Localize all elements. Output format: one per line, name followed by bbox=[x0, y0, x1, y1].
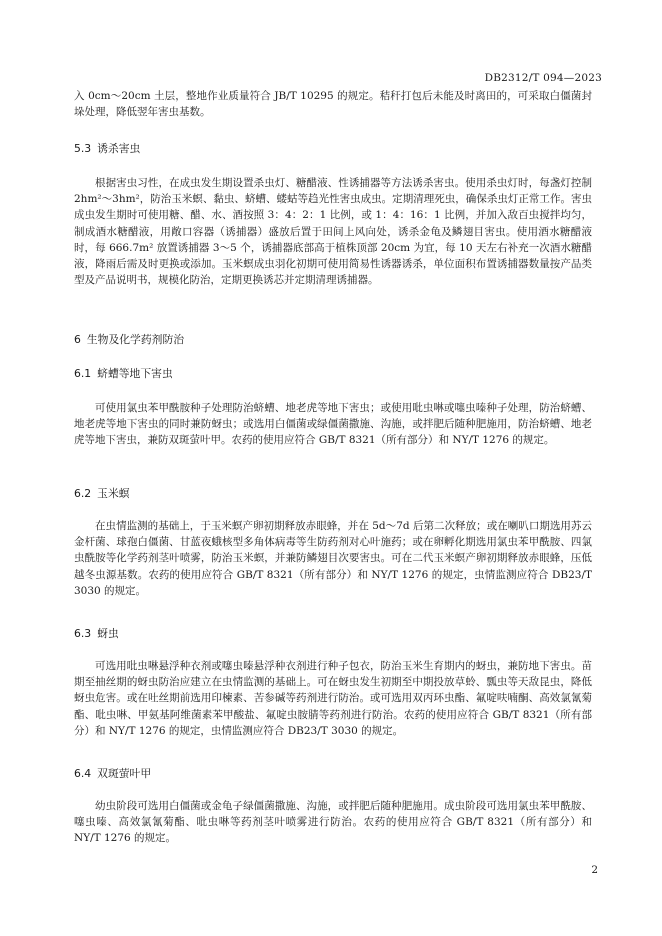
section-number: 6.3 bbox=[74, 627, 92, 640]
section-number: 6.2 bbox=[74, 487, 92, 500]
section-number: 6.4 bbox=[74, 767, 92, 780]
paragraph-6-2: 在虫情监测的基础上，于玉米螟产卵初期释放赤眼蜂，并在 5d～7d 后第二次释放；或在喇叭口期选用苏云金杆菌、球孢白僵菌、甘蓝夜蛾核型多角体病毒等生防药剂对心叶施药；或在卵孵化期选用氯虫苯甲酰胺、四氯虫酰胺等化学药剂茎叶喷雾，防治玉米螟，并兼防鳞翅目次要害虫。可在二代玉米螟产卵初期释放赤眼蜂，压低越冬虫源基数。农药的使用应符合 GB/T 8321（所有部分）和 NY/T 1276 的规定，虫情监测应符合 DB23/T 3030 的规定。 bbox=[74, 520, 592, 597]
section-title: 玉米螟 bbox=[97, 487, 130, 500]
section-heading-6 bbox=[74, 332, 184, 347]
section-title: 生物及化学药剂防治 bbox=[86, 333, 185, 346]
document-code-header: DB2312/T 094—2023 bbox=[484, 72, 602, 84]
paragraph-6-1: 可使用氯虫苯甲酰胺种子处理防治蛴螬、地老虎等地下害虫；或使用吡虫啉或噻虫嗪种子处理，防治蛴螬、地老虎等地下害虫的同时兼防蚜虫；或选用白僵菌或绿僵菌撒施、沟施，或拌肥后随种肥施用，防治蛴螬、地老虎等地下害虫，兼防双斑萤叶甲。农药的使用应符合 GB/T 8321（所有部分）和 NY/T 1276 的规定。 bbox=[74, 402, 592, 447]
section-title: 蚜虫 bbox=[97, 627, 119, 640]
section-title: 蛴螬等地下害虫 bbox=[97, 367, 173, 380]
section-heading-6-4 bbox=[74, 766, 151, 781]
paragraph-6-4: 幼虫阶段可选用白僵菌或金龟子绿僵菌撒施、沟施，或拌肥后随种肥施用。成虫阶段可选用氯虫苯甲酰胺、噻虫嗪、高效氯氰菊酯、吡虫啉等药剂茎叶喷雾进行防治。农药的使用应符合 GB/T 8321（所有部分）和 NY/T 1276 的规定。 bbox=[74, 800, 592, 845]
paragraph-intro-continuation: 入 0cm～20cm 土层，整地作业质量符合 JB/T 10295 的规定。秸秆打包后未能及时离田的，可采取白僵菌封垛处理，降低翌年害虫基数。 bbox=[74, 90, 592, 119]
section-heading-6-1 bbox=[74, 366, 173, 381]
page-number: 2 bbox=[591, 864, 598, 876]
section-heading-6-3 bbox=[74, 626, 119, 641]
section-heading-5-3 bbox=[74, 141, 140, 156]
section-title: 双斑萤叶甲 bbox=[97, 767, 152, 780]
section-number: 6.1 bbox=[74, 367, 92, 380]
section-number: 5.3 bbox=[74, 142, 92, 155]
section-heading-6-2 bbox=[74, 486, 130, 501]
section-number: 6 bbox=[74, 333, 81, 346]
section-title: 诱杀害虫 bbox=[97, 142, 141, 155]
paragraph-5-3: 根据害虫习性，在成虫发生期设置杀虫灯、糖醋液、性诱捕器等方法诱杀害虫。使用杀虫灯时，每盏灯控制 2hm²～3hm²，防治玉米螟、黏虫、蛴螬、蝼蛄等趋光性害虫成虫。定期清理死虫，确保杀虫灯正常工作。害虫成虫发生期时可使用糖、醋、水、酒按照 3：4：2：1 比例，或 1：4：16：1 比例，并加入敌百虫搅拌均匀，制成酒水糖醋液，用敞口容器（诱捕器）盛放后置于田间上风向处，诱杀金龟及鳞翅目害虫。使用酒水糖醋液时，每 666.7m² 放置诱捕器 3～5 个，诱捕器底部高于植株顶部 20cm 为宜，每 10 天左右补充一次酒水糖醋液，降雨后需及时更换或添加。玉米螟成虫羽化初期可使用简易性诱器诱杀，单位面积布置诱捕器数量按产品类型及产品说明书，规模化防治，定期更换诱芯并定期清理诱捕器。 bbox=[74, 177, 592, 287]
paragraph-6-3: 可选用吡虫啉悬浮种衣剂或噻虫嗪悬浮种衣剂进行种子包衣，防治玉米生育期内的蚜虫，兼防地下害虫。苗期至抽丝期的蚜虫防治应建立在虫情监测的基础上。可在蚜虫发生初期至中期投放草蛉、瓢虫等天敌昆虫，降低蚜虫危害。或在吐丝期前选用印楝素、苦参碱等药剂进行防治。或可选用双丙环虫酯、氟啶呋喃酮、高效氯氰菊酯、吡虫啉、甲氨基阿维菌素苯甲酸盐、氟啶虫胺腈等药剂进行防治。农药的使用应符合 GB/T 8321（所有部分）和 NY/T 1276 的规定，虫情监测应符合 DB23/T 3030 的规定。 bbox=[74, 660, 592, 737]
